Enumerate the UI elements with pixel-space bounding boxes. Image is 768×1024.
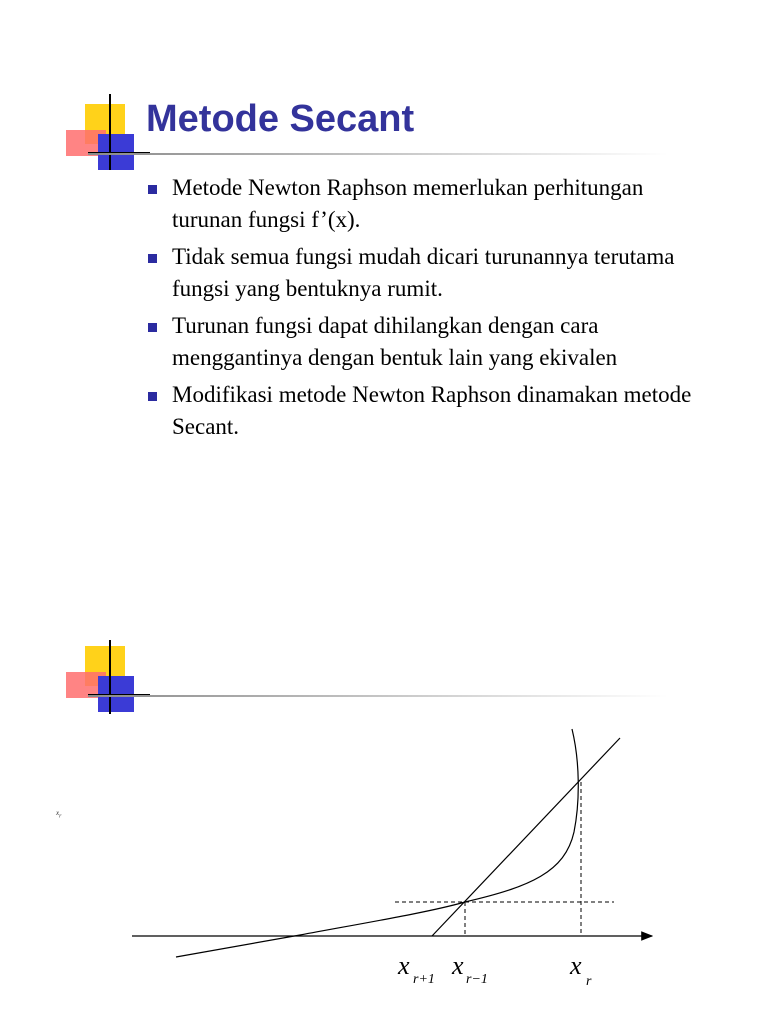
- label-x-r-minus-1: x: [452, 951, 464, 980]
- bullet-text: Tidak semua fungsi mudah dicari turunannya terutama fungsi yang bentuknya rumit.: [172, 244, 675, 301]
- bullet-text: Metode Newton Raphson memerlukan perhitungan turunan fungsi f’(x).: [172, 175, 644, 232]
- label-x-r: x: [570, 951, 582, 980]
- slide-2: [0, 512, 768, 1024]
- bullet-list: [146, 172, 706, 448]
- title-decoration-icon: [60, 94, 150, 184]
- bullet-item: [146, 172, 706, 236]
- bullet-item: [146, 310, 706, 374]
- square-bullet-icon: [148, 254, 157, 263]
- stray-xr-label: $x_r$: [56, 809, 62, 820]
- label-x-r-plus-1-sub: r+1: [413, 972, 435, 987]
- secant-diagram: [0, 512, 768, 1024]
- title-underline: [88, 153, 668, 155]
- label-x-r-sub: r: [586, 974, 592, 989]
- bullet-item: [146, 241, 706, 305]
- bullet-item: [146, 379, 706, 443]
- square-bullet-icon: [148, 392, 157, 401]
- label-x-r-plus-1: x: [398, 951, 410, 980]
- secant-line: [432, 738, 620, 936]
- label-x-r-minus-1-sub: r−1: [466, 972, 488, 987]
- square-bullet-icon: [148, 323, 157, 332]
- function-curve: [176, 729, 578, 957]
- square-bullet-icon: [148, 185, 157, 194]
- bullet-text: Modifikasi metode Newton Raphson dinamakan metode Secant.: [172, 382, 692, 439]
- bullet-text: Turunan fungsi dapat dihilangkan dengan cara menggantinya dengan bentuk lain yang ekivalen: [172, 313, 618, 370]
- slide-title: Metode Secant: [146, 98, 415, 140]
